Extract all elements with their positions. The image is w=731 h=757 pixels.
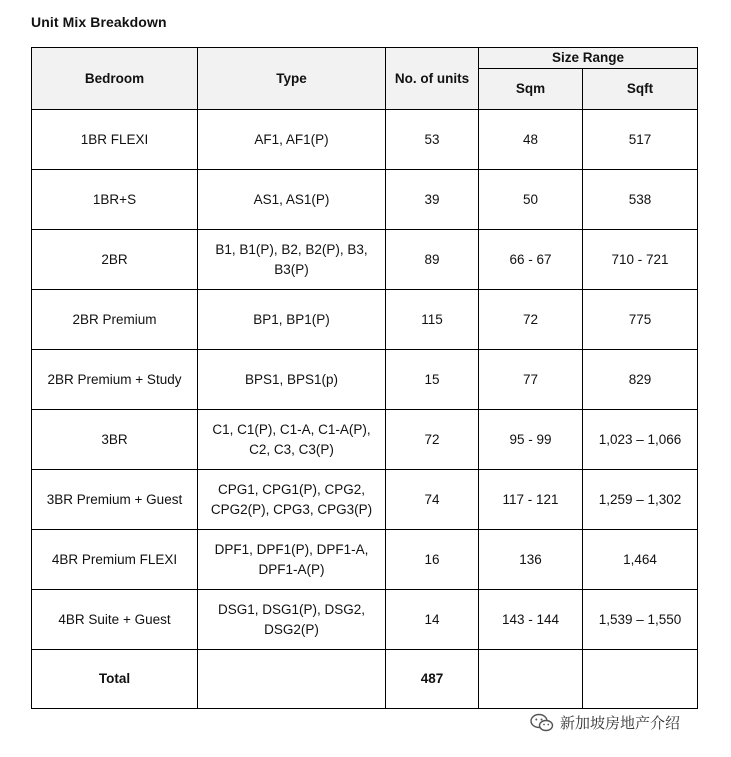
cell-sqft: 538 [583, 170, 698, 230]
cell-sqm: 72 [479, 290, 583, 350]
cell-type: DSG1, DSG1(P), DSG2, DSG2(P) [198, 590, 386, 650]
cell-type: DPF1, DPF1(P), DPF1-A, DPF1-A(P) [198, 530, 386, 590]
total-type [198, 650, 386, 709]
cell-units: 53 [386, 110, 479, 170]
cell-type: BPS1, BPS1(p) [198, 350, 386, 410]
cell-bedroom: 1BR+S [32, 170, 198, 230]
cell-sqft: 1,539 – 1,550 [583, 590, 698, 650]
table-row [32, 530, 698, 590]
cell-sqm: 48 [479, 110, 583, 170]
cell-type: AS1, AS1(P) [198, 170, 386, 230]
table-row [32, 290, 698, 350]
table-header-row [32, 48, 698, 69]
cell-sqft: 710 - 721 [583, 230, 698, 290]
header-type: Type [198, 48, 386, 110]
table-row [32, 230, 698, 290]
cell-sqft: 829 [583, 350, 698, 410]
cell-units: 72 [386, 410, 479, 470]
table-row [32, 110, 698, 170]
header-units: No. of units [386, 48, 479, 110]
cell-units: 15 [386, 350, 479, 410]
cell-type: B1, B1(P), B2, B2(P), B3, B3(P) [198, 230, 386, 290]
cell-units: 115 [386, 290, 479, 350]
cell-type: AF1, AF1(P) [198, 110, 386, 170]
cell-sqft: 517 [583, 110, 698, 170]
cell-sqm: 117 - 121 [479, 470, 583, 530]
header-bedroom: Bedroom [32, 48, 198, 110]
cell-bedroom: 2BR Premium + Study [32, 350, 198, 410]
total-label: Total [32, 650, 198, 709]
cell-bedroom: 2BR [32, 230, 198, 290]
cell-units: 74 [386, 470, 479, 530]
table-row [32, 410, 698, 470]
table-row [32, 170, 698, 230]
cell-sqft: 775 [583, 290, 698, 350]
cell-type: C1, C1(P), C1-A, C1-A(P), C2, C3, C3(P) [198, 410, 386, 470]
wechat-icon [530, 713, 554, 733]
cell-sqm: 66 - 67 [479, 230, 583, 290]
cell-units: 89 [386, 230, 479, 290]
header-sqft: Sqft [583, 69, 698, 110]
cell-bedroom: 2BR Premium [32, 290, 198, 350]
cell-sqm: 50 [479, 170, 583, 230]
cell-bedroom: 1BR FLEXI [32, 110, 198, 170]
table-row [32, 350, 698, 410]
cell-bedroom: 4BR Suite + Guest [32, 590, 198, 650]
cell-bedroom: 3BR [32, 410, 198, 470]
cell-sqm: 136 [479, 530, 583, 590]
cell-sqft: 1,259 – 1,302 [583, 470, 698, 530]
cell-sqm: 77 [479, 350, 583, 410]
unit-mix-table [31, 47, 698, 709]
page-title: Unit Mix Breakdown [31, 14, 167, 30]
cell-sqm: 143 - 144 [479, 590, 583, 650]
total-units: 487 [386, 650, 479, 709]
watermark [530, 712, 680, 733]
cell-bedroom: 4BR Premium FLEXI [32, 530, 198, 590]
cell-sqm: 95 - 99 [479, 410, 583, 470]
cell-sqft: 1,464 [583, 530, 698, 590]
cell-sqft: 1,023 – 1,066 [583, 410, 698, 470]
cell-units: 14 [386, 590, 479, 650]
cell-type: CPG1, CPG1(P), CPG2, CPG2(P), CPG3, CPG3(P) [198, 470, 386, 530]
watermark-text: 新加坡房地产介绍 [560, 715, 681, 732]
cell-units: 39 [386, 170, 479, 230]
header-sqm: Sqm [479, 69, 583, 110]
header-size-range: Size Range [479, 48, 698, 69]
total-row [32, 650, 698, 709]
table-row [32, 470, 698, 530]
table-row [32, 590, 698, 650]
total-sqft [583, 650, 698, 709]
cell-bedroom: 3BR Premium + Guest [32, 470, 198, 530]
cell-units: 16 [386, 530, 479, 590]
cell-type: BP1, BP1(P) [198, 290, 386, 350]
total-sqm [479, 650, 583, 709]
